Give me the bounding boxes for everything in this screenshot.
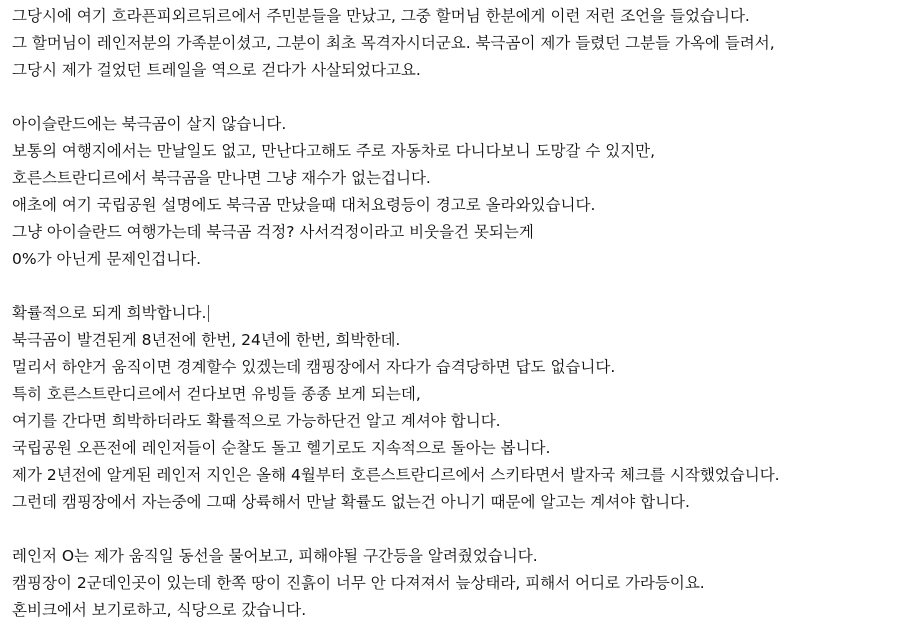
text-line: 혼비크에서 보기로하고, 식당으로 갔습니다. <box>12 601 307 619</box>
paragraph-2 <box>12 111 896 273</box>
text-line: 아이슬란드에는 북극곰이 살지 않습니다. <box>12 115 287 133</box>
text-line: 캠핑장이 2군데인곳이 있는데 한쪽 땅이 진흙이 너무 안 다져져서 늪상태라, 피해서 어디로 가라등이요. <box>12 574 705 592</box>
text-cursor <box>208 305 209 322</box>
text-line: 국립공원 오픈전에 레인저들이 순찰도 돌고 헬기로도 지속적으로 돌아는 봅니다. <box>12 439 551 457</box>
text-line: 여기를 간다면 희박하더라도 확률적으로 가능하단건 알고 계셔야 합니다. <box>12 412 501 430</box>
text-line: 특히 호른스트란디르에서 걷다보면 유빙들 종종 보게 되는데, <box>12 385 421 403</box>
text-line: 북극곰이 발견된게 8년전에 한번, 24년에 한번, 희박한데. <box>12 331 401 349</box>
text-line: 애초에 여기 국립공원 설명에도 북극곰 만났을때 대처요령등이 경고로 올라와있습니다. <box>12 196 596 214</box>
text-line-with-caret[interactable] <box>12 300 896 327</box>
text-line: 확률적으로 되게 희박합니다. <box>12 304 207 322</box>
paragraph-gap <box>12 273 896 300</box>
paragraph-gap <box>12 84 896 111</box>
text-line: 그냥 아이슬란드 여행가는데 북극곰 걱정? 사서걱정이라고 비웃을건 못되는게 <box>12 223 534 241</box>
text-line: 그 할머님이 레인저분의 가족분이셨고, 그분이 최초 목격자시더군요. 북극곰이 제가 들렸던 그분들 가옥에 들려서, <box>12 34 775 52</box>
paragraph-3 <box>12 300 896 516</box>
text-line: 제가 2년전에 알게된 레인저 지인은 올해 4월부터 호른스트란디르에서 스키타면서 발자국 체크를 시작했었습니다. <box>12 466 780 484</box>
text-line: 멀리서 하얀거 움직이면 경계할수 있겠는데 캠핑장에서 자다가 습격당하면 답도 없습니다. <box>12 358 616 376</box>
text-line: 보통의 여행지에서는 만날일도 없고, 만난다고해도 주로 자동차로 다니다보니 도망갈 수 있지만, <box>12 142 656 160</box>
paragraph-gap <box>12 516 896 543</box>
text-line: 그런데 캠핑장에서 자는중에 그때 상륙해서 만날 확률도 없는건 아니기 때문에 알고는 계셔야 합니다. <box>12 493 690 511</box>
paragraph-4 <box>12 543 896 624</box>
text-line: 0%가 아닌게 문제인겁니다. <box>12 250 202 268</box>
text-line: 호른스트란디르에서 북극곰을 만나면 그냥 재수가 없는겁니다. <box>12 169 431 187</box>
text-line: 그당시 제가 걸었던 트레일을 역으로 걷다가 사살되었다고요. <box>12 61 421 79</box>
document-body <box>12 3 896 624</box>
text-line: 그당시에 여기 흐라픈피외르뒤르에서 주민분들을 만났고, 그중 할머님 한분에게 이런 저런 조언을 들었습니다. <box>12 7 750 25</box>
paragraph-1 <box>12 3 896 84</box>
text-line: 레인저 O는 제가 움직일 동선을 물어보고, 피해야될 구간등을 알려줬었습니다. <box>12 547 538 565</box>
